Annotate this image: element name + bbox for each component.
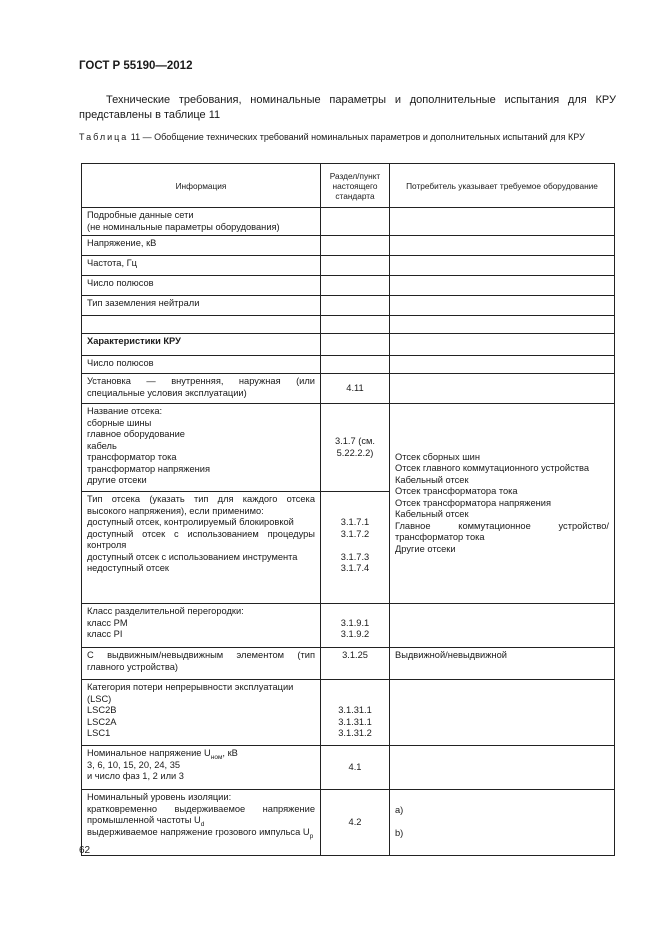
table-row — [82, 296, 615, 316]
rated-voltage-line2: 3, 6, 10, 15, 20, 24, 35 — [87, 759, 181, 770]
withdrawable-spec: Выдвижной/невыдвижной — [390, 648, 615, 680]
table-row — [82, 256, 615, 276]
insulation-line3: выдерживаемое напряжение грозового импульса $U_p$ — [87, 826, 314, 840]
compartments-list-item: Отсек сборных шин — [395, 451, 481, 462]
table-row — [82, 746, 615, 790]
compartment-name-line: кабель — [87, 440, 117, 451]
table-row — [82, 404, 615, 492]
partition-ref — [321, 604, 390, 648]
insulation-ref: 4.2 — [321, 790, 390, 856]
rated-voltage-line1: Номинальное напряжение $U_{ном}$, кВ — [87, 748, 238, 761]
table-row — [82, 276, 615, 296]
lsc-line1: Категория потери непрерывности эксплуатации (LSC) — [87, 682, 294, 704]
compartment-types-ref1: 3.1.7.1 — [340, 517, 370, 527]
table-row — [82, 680, 615, 746]
compartment-types-line1: Тип отсека (указать тип для каждого отсека высокого напряжения), если применимо: — [87, 494, 315, 516]
voltage-cell: Напряжение, кВ — [82, 236, 321, 256]
partition-cell — [82, 604, 321, 648]
page-number: 62 — [79, 845, 91, 856]
compartments-list-item: Кабельный отсек — [395, 509, 469, 520]
header-section: Раздел/пункт настоящего стандарта — [321, 164, 390, 208]
lsc-line3: LSC2A — [87, 716, 117, 727]
lsc-line2: LSC2B — [87, 705, 117, 715]
poles-cell: Число полюсов — [82, 276, 321, 296]
insulation-line1: Номинальный уровень изоляции: — [87, 792, 232, 802]
table-row — [82, 334, 615, 356]
partition-ref1: 3.1.9.1 — [340, 617, 370, 628]
header-consumer: Потребитель указывает требуемое оборудование — [390, 164, 615, 208]
table-caption-text: 11 — Обобщение технических требований номинальных параметров и дополнительных испытаний для КРУ — [128, 132, 585, 142]
compartment-name-line: сборные шины — [87, 417, 152, 428]
compartments-list-item: Отсек главного коммутационного устройства — [395, 463, 589, 474]
insulation-spec-a: a) — [395, 805, 404, 816]
frequency-cell: Частота, Гц — [82, 256, 321, 276]
rated-voltage-cell — [82, 746, 321, 790]
compartment-types-ref — [321, 492, 390, 604]
neutral-cell: Тип заземления нейтрали — [82, 296, 321, 316]
table-row — [82, 316, 615, 334]
table-caption-word: Таблица — [79, 132, 129, 142]
compartments-list-item: Главное коммутационное устройство/трансформатор тока — [395, 520, 609, 543]
compartment-name-line: трансформатор тока — [87, 452, 177, 462]
kru-heading-cell: Характеристики КРУ — [82, 334, 321, 356]
insulation-cell — [82, 790, 321, 856]
lsc-line4: LSC1 — [87, 728, 111, 738]
lsc-ref — [321, 680, 390, 746]
partition-ref2: 3.1.9.2 — [340, 629, 370, 639]
table-row — [82, 236, 615, 256]
table-row — [82, 356, 615, 374]
standard-header: ГОСТ Р 55190—2012 — [79, 60, 193, 72]
installation-ref: 4.11 — [321, 374, 390, 404]
compartment-name-ref-line2: 5.22.2.2) — [336, 447, 374, 458]
compartment-name-ref — [321, 404, 390, 492]
header-info: Информация — [82, 164, 321, 208]
compartment-name-line: Название отсека: — [87, 406, 163, 416]
compartments-list-item: Отсек трансформатора напряжения — [395, 497, 552, 508]
compartment-types-cell — [82, 492, 321, 604]
network-data-cell — [82, 208, 321, 236]
insulation-spec-b: b) — [395, 828, 404, 839]
table-caption — [79, 131, 616, 143]
compartment-types-line2: доступный отсек, контролируемый блокировкой — [87, 517, 294, 527]
compartment-types-ref2: 3.1.7.2 — [340, 528, 370, 539]
table-row — [82, 208, 615, 236]
kru-poles-cell: Число полюсов — [82, 356, 321, 374]
compartment-name-line: главное оборудование — [87, 429, 185, 439]
lsc-ref2: 3.1.31.1 — [338, 716, 372, 727]
compartment-types-line3: доступный отсек с использованием процедуры контроля — [87, 528, 315, 550]
partition-line3: класс PI — [87, 629, 123, 639]
partition-line2: класс PM — [87, 617, 128, 628]
requirements-table — [81, 163, 615, 856]
installation-cell: Установка — внутренняя, наружная (или специальные условия эксплуатации) — [82, 374, 321, 404]
table-header-row — [82, 164, 615, 208]
lsc-ref3: 3.1.31.2 — [338, 728, 372, 738]
partition-line1: Класс разделительной перегородки: — [87, 606, 244, 616]
compartment-types-line5: недоступный отсек — [87, 563, 169, 573]
intro-paragraph: Технические требования, номинальные параметры и дополнительные испытания для КРУ представлены в таблице 11 — [79, 94, 616, 121]
compartments-list-item: Кабельный отсек — [395, 474, 469, 485]
compartment-types-line4: доступный отсек с использованием инструмента — [87, 551, 298, 562]
compartment-types-ref3: 3.1.7.3 — [340, 551, 370, 562]
table-row — [82, 374, 615, 404]
table-row — [82, 604, 615, 648]
compartment-name-ref-line1: 3.1.7 (см. — [335, 436, 375, 446]
insulation-line2: кратковременно выдерживаемое напряжение промышленной частоты $U_d$ — [87, 803, 315, 828]
table-row — [82, 648, 615, 680]
rated-voltage-ref: 4.1 — [321, 746, 390, 790]
rated-voltage-line3: и число фаз 1, 2 или 3 — [87, 771, 184, 781]
table-row — [82, 790, 615, 856]
insulation-spec — [390, 790, 615, 856]
compartments-list-cell — [390, 404, 615, 604]
withdrawable-cell: С выдвижным/невыдвижным элементом (тип главного устройства) — [82, 648, 321, 680]
compartment-name-line: другие отсеки — [87, 475, 147, 485]
lsc-ref1: 3.1.31.1 — [338, 705, 372, 715]
withdrawable-ref: 3.1.25 — [321, 648, 390, 680]
compartment-types-ref4: 3.1.7.4 — [340, 563, 370, 573]
lsc-cell — [82, 680, 321, 746]
compartment-name-cell — [82, 404, 321, 492]
compartments-list-item: Отсек трансформатора тока — [395, 486, 518, 497]
compartment-name-line: трансформатор напряжения — [87, 463, 210, 474]
network-data-line2: (не номинальные параметры оборудования) — [87, 221, 280, 232]
network-data-line1: Подробные данные сети — [87, 210, 194, 220]
compartments-list-item: Другие отсеки — [395, 543, 456, 554]
